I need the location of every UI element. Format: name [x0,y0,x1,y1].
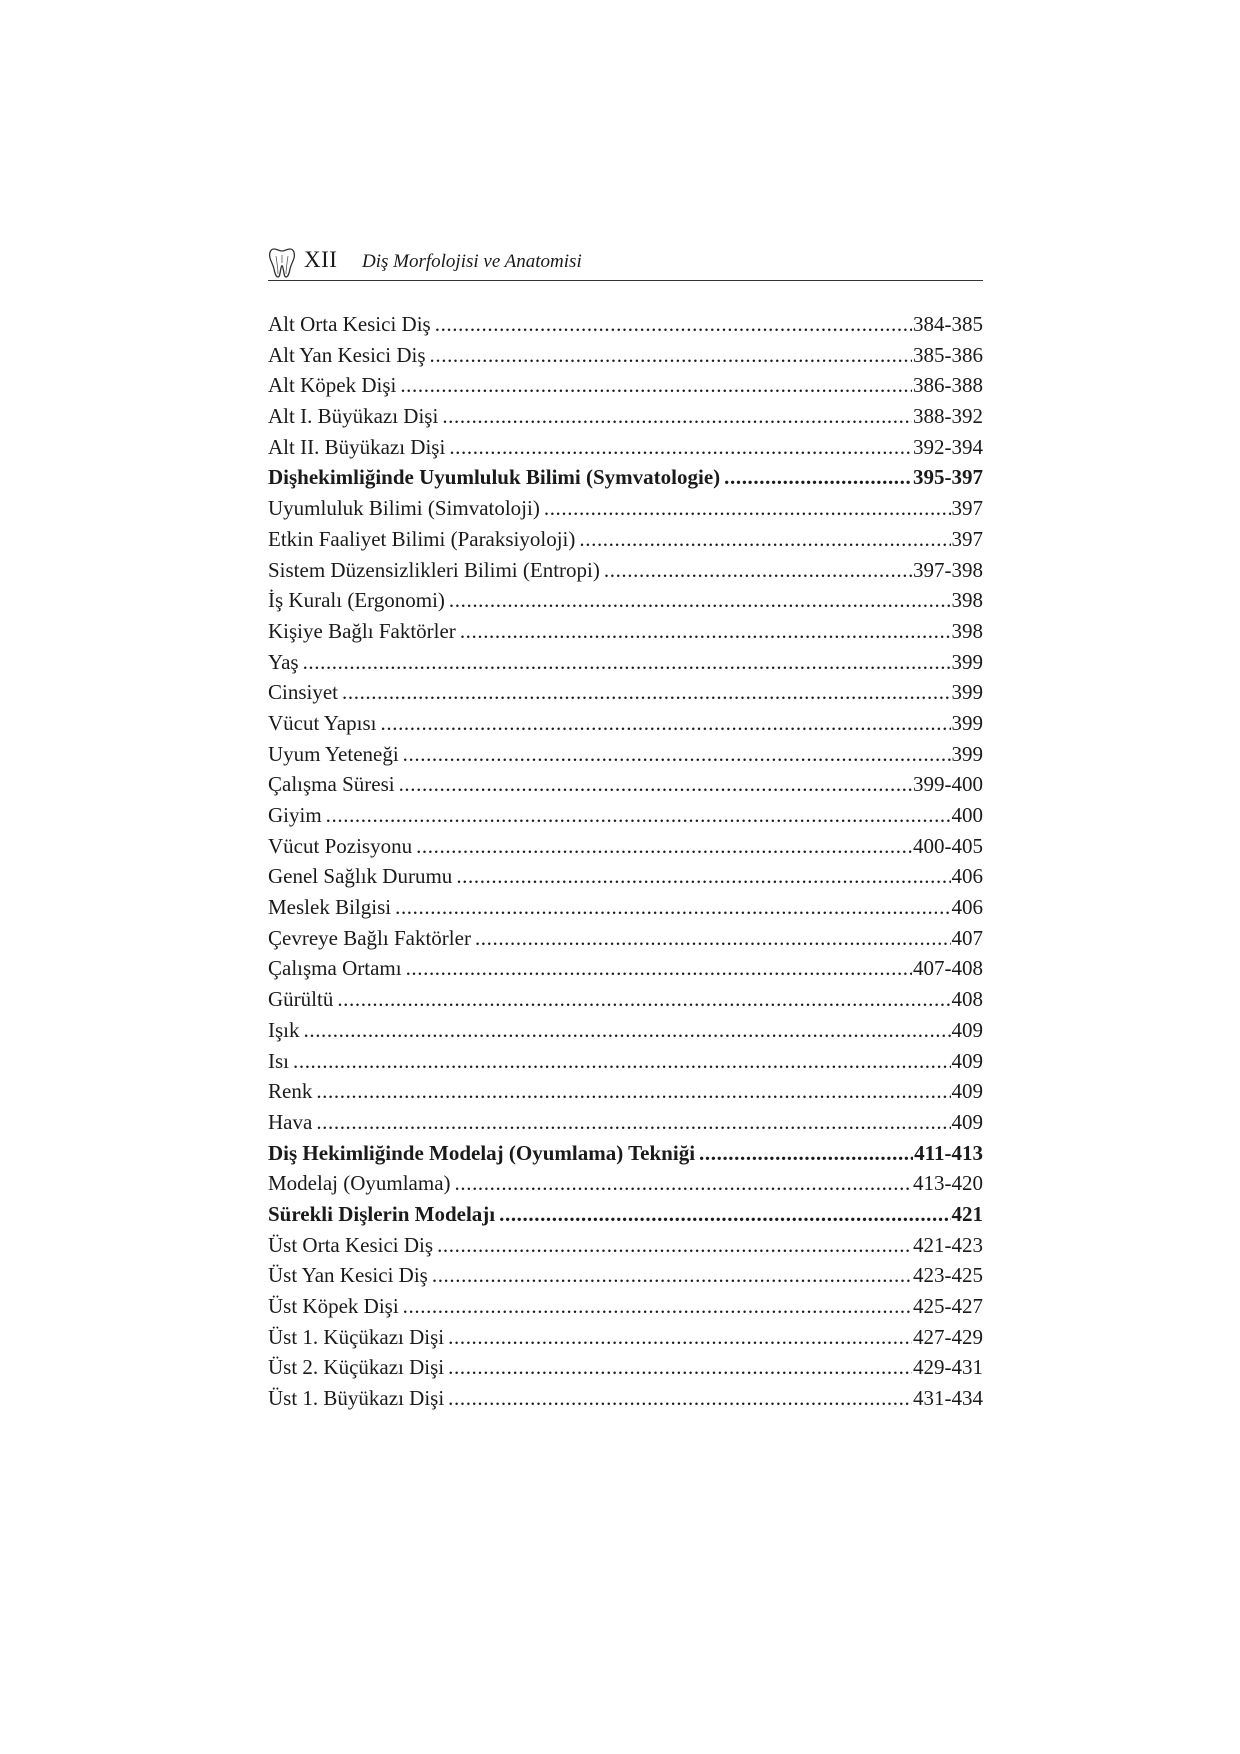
tooth-icon [268,246,296,278]
toc-entry-pages: 406 [951,895,983,920]
toc-entry-pages: 423-425 [913,1263,983,1288]
dot-leader [381,708,951,739]
toc-entry [268,1291,983,1322]
toc-entry [268,1322,983,1353]
toc-entry-pages: 397 [951,496,983,521]
page-header [268,246,983,281]
dot-leader [416,831,912,862]
toc-entry-title: Renk [268,1079,313,1104]
dot-leader [400,370,912,401]
toc-entry-pages: 395-397 [913,465,983,490]
toc-entry-pages: 398 [951,588,983,613]
toc-entry [268,647,983,678]
toc-entry [268,1230,983,1261]
toc-entry-pages: 408 [951,987,983,1012]
toc-entry [268,1076,983,1107]
toc-entry-pages: 399 [951,649,983,674]
toc-entry-title: Etkin Faaliyet Bilimi (Paraksiyoloji) [268,526,576,551]
toc-entry-title: Cinsiyet [268,680,339,705]
toc-entry-title: Genel Sağlık Durumu [268,864,453,889]
toc-entry-pages: 409 [951,1048,983,1073]
dot-leader [399,769,912,800]
toc-entry [268,1383,983,1414]
toc-entry-pages: 421-423 [913,1232,983,1257]
toc-entry-title: Sürekli Dişlerin Modelajı [268,1201,496,1226]
dot-leader [699,1138,913,1169]
toc-entry-pages: 392-394 [913,434,983,459]
toc-entry [268,953,983,984]
toc-entry [268,340,983,371]
toc-entry-title: Üst Yan Kesici Diş [268,1263,428,1288]
toc-entry [268,677,983,708]
toc-entry [268,984,983,1015]
toc-entry-title: Alt Orta Kesici Diş [268,312,431,336]
toc-entry-pages: 400 [951,803,983,827]
toc-entry-pages: 400-405 [913,833,983,858]
toc-entry [268,1138,983,1169]
dot-leader [449,432,912,463]
dot-leader [448,1352,912,1383]
toc-entry-pages: 421 [951,1201,983,1226]
toc-entry-pages: 413-420 [913,1171,983,1196]
toc-entry-title: Giyim [268,803,322,827]
toc-entry-pages: 384-385 [913,312,983,336]
toc-entry [268,923,983,954]
toc-entry [268,493,983,524]
toc-entry-title: Çalışma Süresi [268,772,395,797]
toc-entry [268,831,983,862]
toc-entry-pages: 429-431 [913,1355,983,1380]
dot-leader [316,1107,950,1138]
toc-entry-pages: 409 [951,1079,983,1104]
toc-entry-pages: 399 [951,680,983,705]
toc-entry [268,524,983,555]
toc-entry-pages: 431-434 [913,1386,983,1411]
dot-leader [448,1322,912,1353]
running-title: Diş Morfolojisi ve Anatomisi [362,251,582,272]
toc-entry-title: Dişhekimliğinde Uyumluluk Bilimi (Symvatologie) [268,465,721,490]
toc-entry-title: Sistem Düzensizlikleri Bilimi (Entropi) [268,557,600,582]
toc-entry-pages: 397 [951,526,983,551]
toc-entry-pages: 385-386 [913,342,983,367]
toc-entry [268,1352,983,1383]
toc-entry-pages: 397-398 [913,557,983,582]
toc-entry-title: Çevreye Bağlı Faktörler [268,925,471,950]
dot-leader [499,1199,950,1230]
toc-entry-title: Meslek Bilgisi [268,895,392,920]
toc-entry-title: Üst Orta Kesici Diş [268,1232,434,1257]
dot-leader [724,462,912,493]
toc-entry-pages: 407-408 [913,956,983,981]
toc-entry-pages: 406 [951,864,983,889]
dot-leader [430,340,912,371]
dot-leader [475,923,951,954]
table-of-contents [268,309,983,1414]
toc-entry-title: Diş Hekimliğinde Modelaj (Oyumlama) Tekniği [268,1140,696,1165]
dot-leader [395,892,950,923]
dot-leader [449,585,951,616]
toc-entry [268,370,983,401]
toc-entry-title: Alt Yan Kesici Diş [268,342,426,367]
toc-entry [268,1107,983,1138]
dot-leader [337,984,950,1015]
dot-leader [326,800,951,831]
toc-entry [268,462,983,493]
toc-entry-title: İş Kuralı (Ergonomi) [268,588,445,613]
dot-leader [448,1383,912,1414]
dot-leader [403,1291,912,1322]
dot-leader [544,493,951,524]
toc-entry-pages: 399 [951,741,983,766]
dot-leader [455,1168,912,1199]
dot-leader [442,401,912,432]
toc-entry-title: Üst 1. Küçükazı Dişi [268,1324,445,1349]
toc-entry [268,1046,983,1077]
dot-leader [437,1230,912,1261]
dot-leader [460,616,951,647]
page-number: XII [304,247,338,272]
toc-entry-pages: 411-413 [914,1140,983,1165]
toc-entry [268,1199,983,1230]
toc-entry-pages: 388-392 [913,404,983,429]
toc-entry-title: Kişiye Bağlı Faktörler [268,618,456,643]
toc-entry-pages: 386-388 [913,373,983,398]
toc-entry [268,739,983,770]
toc-entry [268,616,983,647]
toc-entry-pages: 427-429 [913,1324,983,1349]
toc-entry-title: Alt II. Büyükazı Dişi [268,434,446,459]
toc-entry [268,708,983,739]
toc-entry-title: Uyumluluk Bilimi (Simvatoloji) [268,496,540,521]
dot-leader [316,1076,950,1107]
toc-entry-title: Yaş [268,649,299,674]
toc-entry-title: Alt I. Büyükazı Dişi [268,404,439,429]
dot-leader [293,1046,951,1077]
toc-entry [268,309,983,340]
toc-entry-title: Vücut Yapısı [268,710,377,735]
toc-entry [268,769,983,800]
dot-leader [406,953,912,984]
toc-entry [268,585,983,616]
toc-entry [268,555,983,586]
toc-entry-pages: 425-427 [913,1294,983,1318]
dot-leader [456,861,950,892]
toc-entry-title: Çalışma Ortamı [268,956,402,981]
dot-leader [303,647,951,678]
dot-leader [304,1015,951,1046]
dot-leader [342,677,950,708]
toc-entry-title: Vücut Pozisyonu [268,833,413,858]
toc-entry-title: Üst Köpek Dişi [268,1294,399,1318]
dot-leader [579,524,950,555]
toc-entry-title: Işık [268,1017,300,1042]
dot-leader [403,739,951,770]
toc-entry-title: Uyum Yeteneği [268,741,399,766]
dot-leader [604,555,912,586]
toc-entry-pages: 399 [951,710,983,735]
toc-entry [268,401,983,432]
toc-entry-pages: 398 [951,618,983,643]
toc-entry-pages: 409 [951,1017,983,1042]
toc-entry-title: Isı [268,1048,289,1073]
toc-entry-pages: 409 [951,1109,983,1134]
dot-leader [432,1260,912,1291]
toc-entry [268,1168,983,1199]
toc-entry-title: Alt Köpek Dişi [268,373,397,398]
toc-entry [268,800,983,831]
toc-entry [268,432,983,463]
toc-entry-title: Gürültü [268,987,334,1012]
dot-leader [435,309,912,340]
toc-entry-title: Üst 1. Büyükazı Dişi [268,1386,445,1411]
toc-entry-title: Modelaj (Oyumlama) [268,1171,451,1196]
toc-entry [268,1260,983,1291]
toc-entry-title: Hava [268,1109,313,1134]
toc-entry-pages: 399-400 [913,772,983,797]
toc-entry [268,892,983,923]
toc-entry [268,861,983,892]
toc-entry-pages: 407 [951,925,983,950]
toc-entry-title: Üst 2. Küçükazı Dişi [268,1355,445,1380]
toc-entry [268,1015,983,1046]
